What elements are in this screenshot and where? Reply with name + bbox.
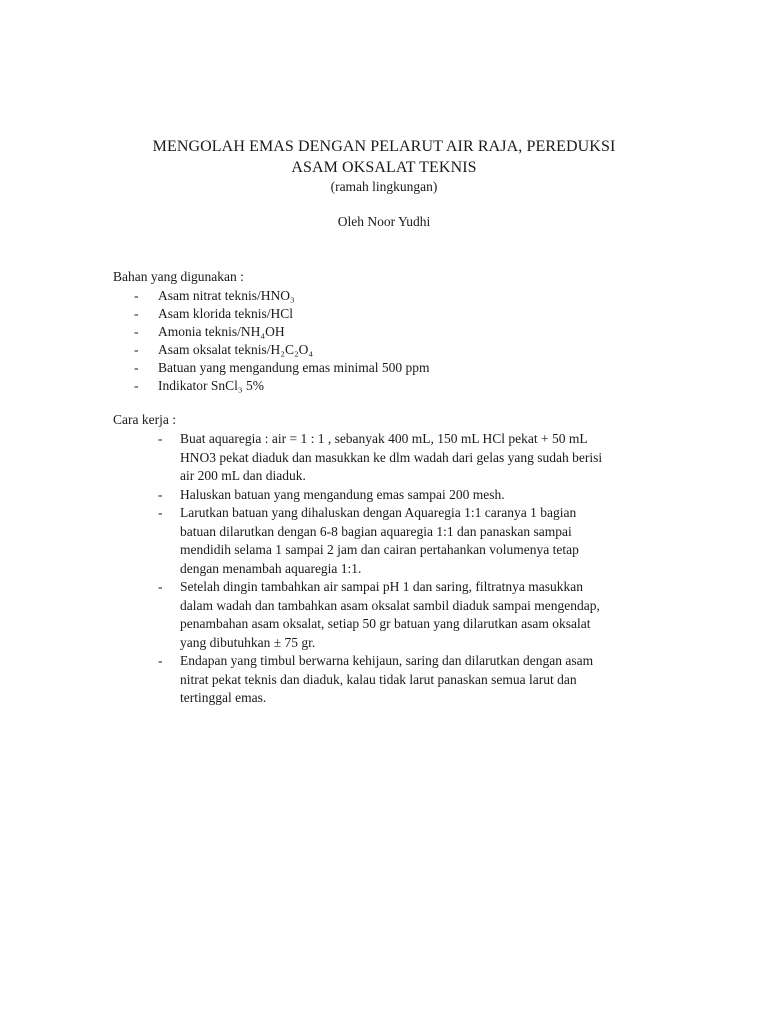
method-step xyxy=(0,578,768,652)
method-step-text: Larutkan batuan yang dihaluskan dengan Aquaregia 1:1 caranya 1 bagian batuan dilarutkan dengan 6-8 bagian aquaregia 1:1 dan panaskan sampai mendidih selama 1 sampai 2 jam dan cairan pertahankan volumenya tetap dengan menambah aquaregia 1:1. xyxy=(180,505,579,576)
method-step-text: Setelah dingin tambahkan air sampai pH 1 dan saring, filtratnya masukkan dalam wadah dan tambahkan asam oksalat sambil diaduk sampai mengendap, penambahan asam oksalat, setiap 50 gr batuan yang dilarutkan asam oksalat yang dibutuhkan ± 75 gr. xyxy=(180,579,600,650)
materials-list-item xyxy=(0,323,768,341)
method-steps-list xyxy=(0,430,768,708)
method-step-text: Endapan yang timbul berwarna kehijaun, saring dan dilarutkan dengan asam nitrat pekat teknis dan diaduk, kalau tidak larut panaskan semua larut dan tertinggal emas. xyxy=(180,653,594,705)
method-heading: Cara kerja : xyxy=(113,412,176,427)
materials-heading: Bahan yang digunakan : xyxy=(113,269,244,284)
method-step xyxy=(0,430,768,486)
document-subtitle: (ramah lingkungan) xyxy=(330,179,438,194)
list-dash: - xyxy=(134,342,139,357)
list-dash: - xyxy=(134,378,139,393)
materials-list xyxy=(0,287,768,395)
materials-list-item xyxy=(0,305,768,323)
method-step-text: Buat aquaregia : air = 1 : 1 , sebanyak 400 mL, 150 mL HCl pekat + 50 mL HNO3 pekat diaduk dan masukkan ke dlm wadah dari gelas yang sudah berisi air 200 mL dan diaduk. xyxy=(180,431,603,483)
document-title-line-1: MENGOLAH EMAS DENGAN PELARUT AIR RAJA, PEREDUKSI xyxy=(152,138,616,155)
document-title-line-2: ASAM OKSALAT TEKNIS xyxy=(291,159,477,176)
method-step xyxy=(0,486,768,505)
method-step xyxy=(0,504,768,578)
list-dash: - xyxy=(158,431,163,446)
method-step xyxy=(0,652,768,708)
materials-list-item xyxy=(0,377,768,395)
method-step-text: Haluskan batuan yang mengandung emas sampai 200 mesh. xyxy=(180,486,505,502)
list-dash: - xyxy=(134,288,139,303)
materials-list-item xyxy=(0,359,768,377)
list-dash: - xyxy=(158,486,163,502)
material-text: Asam nitrat teknis/HNO₃ xyxy=(158,288,295,303)
material-text: Asam klorida teknis/HCl xyxy=(158,306,293,321)
list-dash: - xyxy=(158,579,163,594)
material-text: Batuan yang mengandung emas minimal 500 ppm xyxy=(158,360,430,375)
list-dash: - xyxy=(158,505,163,520)
document-author: Oleh Noor Yudhi xyxy=(337,214,431,229)
material-text: Asam oksalat teknis/H₂C₂O₄ xyxy=(158,342,314,357)
material-text: Amonia teknis/NH₄OH xyxy=(158,324,285,339)
list-dash: - xyxy=(158,653,163,668)
list-dash: - xyxy=(134,324,139,339)
list-dash: - xyxy=(134,306,139,321)
material-text: Indikator SnCl₃ 5% xyxy=(158,378,264,393)
list-dash: - xyxy=(134,360,139,375)
materials-list-item xyxy=(0,341,768,359)
materials-list-item xyxy=(0,287,768,305)
